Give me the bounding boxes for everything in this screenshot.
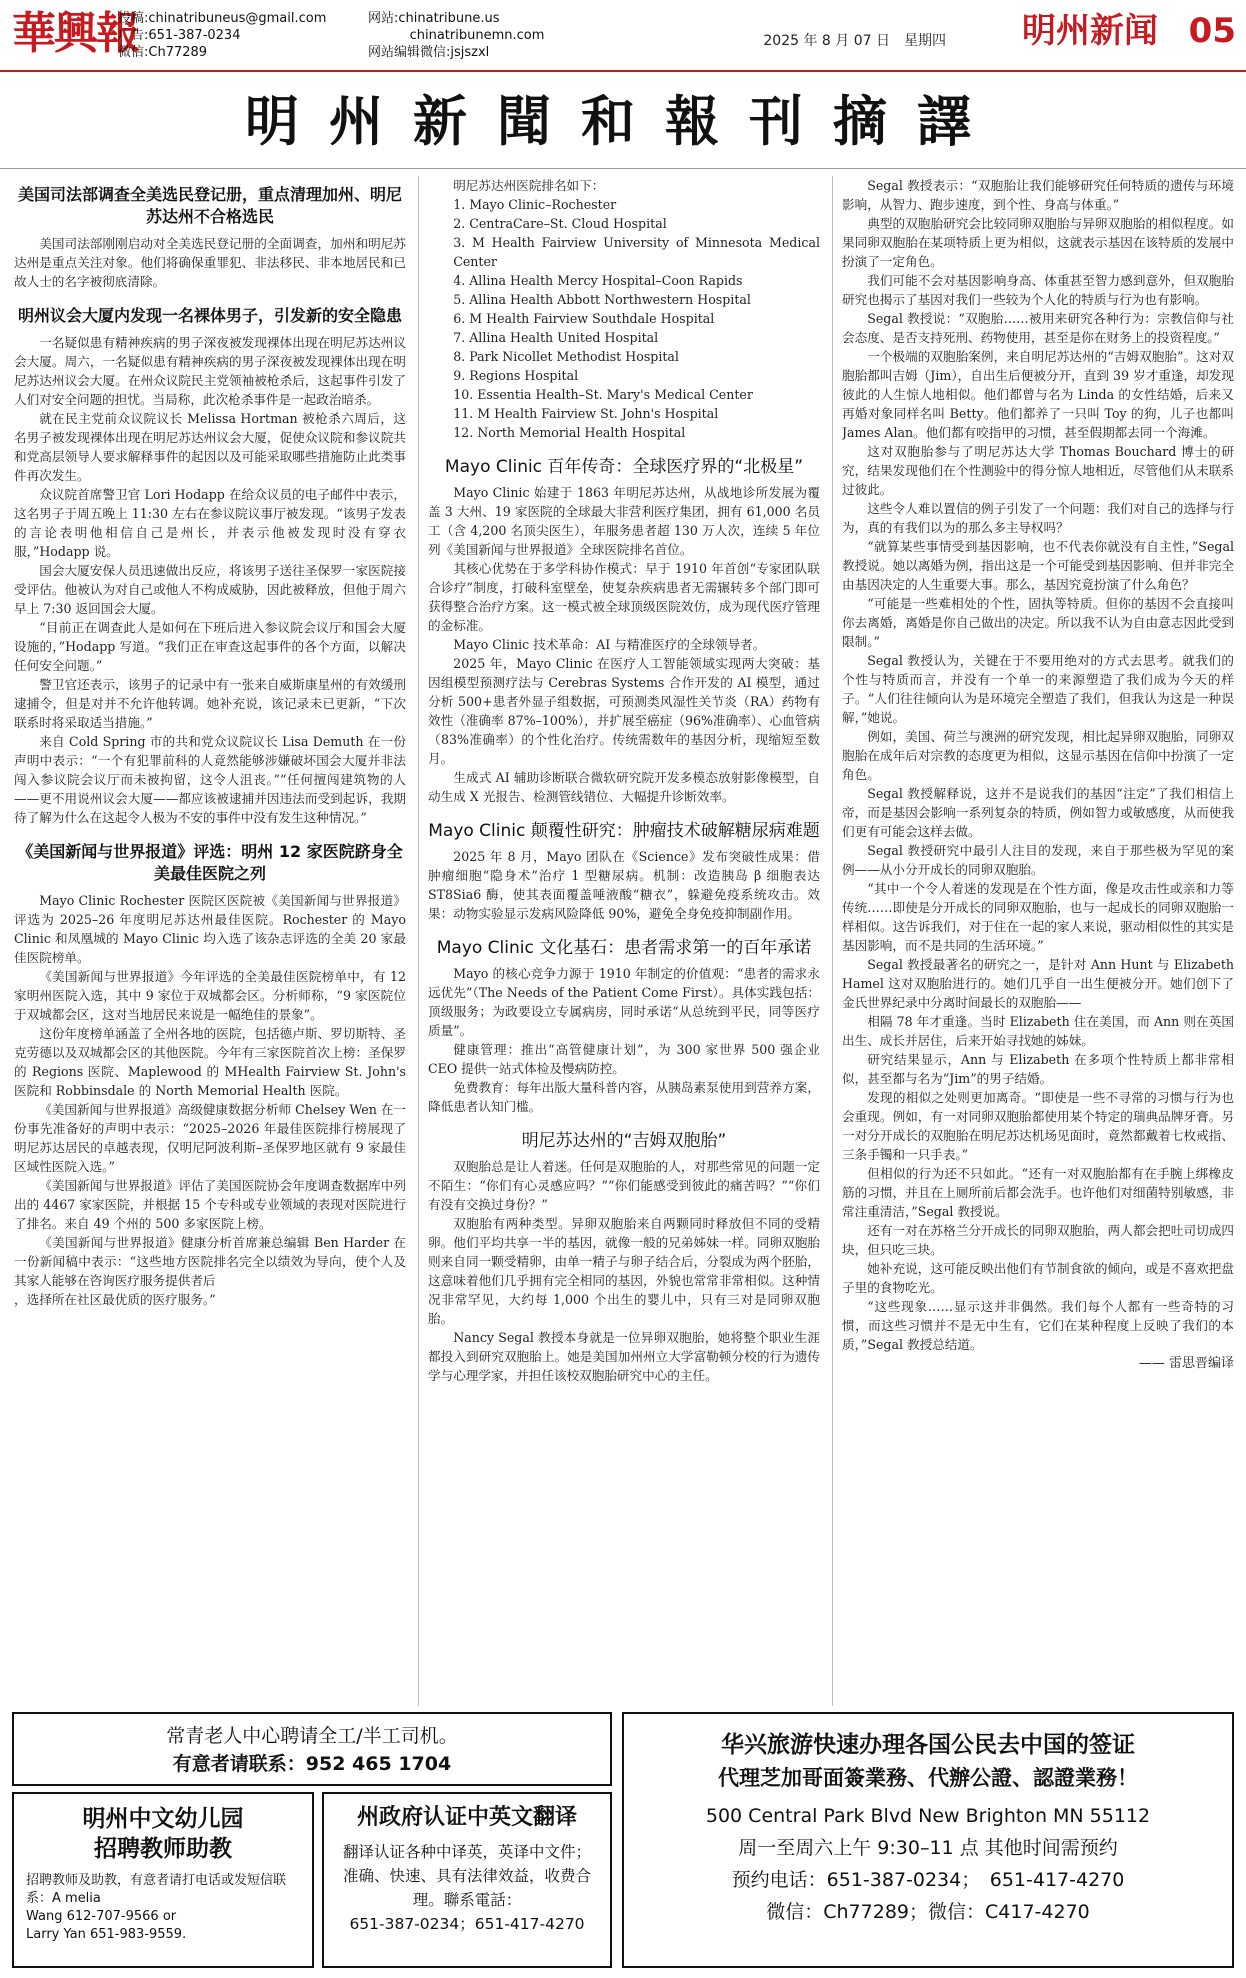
article-paragraph: 典型的双胞胎研究会比较同卵双胞胎与异卵双胞胎的相似程度。如果同卵双胞胎在某项特质上更为相似，这就表示基因在该特质的发展中扮演了一定角色。 [842,216,1234,269]
article-paragraph: 来自 Cold Spring 市的共和党众议院议长 Lisa Demuth 在一份声明中表示：“一个有犯罪前科的人竟然能够涉嫌破坏国会大厦并非法闯入参议院会议厅而未被拘留，这令人沮丧。”“任何擅闯建筑物的人——更不用说州议会大厦——都应该被逮捕并因违法而受到起诉，我期待了解为什么在这起令人极为不安的事件中没有发生这种情况。” [14,734,406,825]
article-paragraph: Segal 教授表示：“双胞胎让我们能够研究任何特质的遗传与环境影响，从智力、跑步速度，到个性、身高与体重。” [842,178,1234,212]
ad-kindergarten-title2: 招聘教师助教 [94,1836,232,1862]
article-paragraph: Mayo Clinic 技术革命：AI 与精准医疗的全球领导者。 [453,637,766,652]
website-secondary: chinatribunemn.com [409,28,545,43]
list-item: 6. M Health Fairview Southdale Hospital [453,311,715,326]
article-paragraph: 免费教育：每年出版大量科普内容，从胰岛素泵使用到营养方案，降低患者认知门槛。 [428,1080,820,1114]
article-paragraph: Mayo Clinic Rochester 医院区医院被《美国新闻与世界报道》评选为 2025–26 年度明尼苏达州最佳医院。Rochester 的 Mayo Clinic 和凤凰城的 Mayo Clinic 均入选了该杂志评选的全美 20 家最佳医院榜单。 [14,893,406,965]
list-item: 7. Allina Health United Hospital [453,330,659,345]
website-block [368,10,544,61]
article-headline: Mayo Clinic 百年传奇：全球医疗界的“北极星” [444,457,804,477]
article-paragraph: 生成式 AI 辅助诊断联合微软研究院开发多模态放射影像模型，自动生成 X 光报告、检测管线错位、大幅提升诊断效率。 [428,770,820,804]
ad-senior-line2: 有意者请联系：952 465 1704 [172,1753,452,1775]
column-1 [14,176,406,1706]
column-divider [832,176,833,1706]
article-paragraph: “就算某些事情受到基因影响，也不代表你就没有自主性，”Segal 教授说。她以离婚为例，指出这是一个可能受到基因影响、但并非完全由基因决定的人生重要大事。那么，基因究竟扮演了什么角色？ [842,539,1234,592]
column-3 [842,176,1234,1706]
ad-travel-phones: 预约电话：651-387-0234； 651-417-4270 [731,1869,1125,1891]
list-item: 12. North Memorial Health Hospital [453,425,686,440]
contact-wechat: 微信:Ch77289 [118,45,208,60]
article-paragraph: ，选择所在社区最优质的医疗服务。” [14,1292,216,1307]
article-headline: 《美国新闻与世界报道》评选：明州 12 家医院跻身全美最佳医院之列 [17,842,403,883]
contact-ad-phone: 广告:651-387-0234 [118,28,241,43]
article-paragraph: 其核心优势在于多学科协作模式：早于 1910 年首创“专家团队联合诊疗”制度，打破科室壁垒，使复杂疾病患者无需辗转多个部门即可获得整合治疗方案。这一模式被全球顶级医院效仿，成为现代医疗管理的金标准。 [428,561,820,633]
article-paragraph: Mayo 的核心竞争力源于 1910 年制定的价值观：“患者的需求永远优先”（The Needs of the Patient Come First）。具体实践包括：顶级服务；为政要设立专属病房，同时承诺“从总统到平民，同等医疗质量”。 [428,966,820,1038]
article-headline: 美国司法部调查全美选民登记册，重点清理加州、明尼苏达州不合格选民 [17,185,402,226]
ad-kindergarten-contact2: Larry Yan 651-983-9559. [26,1927,187,1942]
article-paragraph: Mayo Clinic 始建于 1863 年明尼苏达州，从战地诊所发展为覆盖 3 大州、19 家医院的全球最大非营利医疗集团，拥有 61,000 名员工（含 4,200 名顶尖医生），年服务患者超 130 万人次，连续 5 年位列《美国新闻与世界报道》全球医院排名首位。 [428,485,820,557]
ad-travel-address: 500 Central Park Blvd New Brighton MN 55112 [705,1805,1151,1827]
article-paragraph: 这份年度榜单涵盖了全州各地的医院，包括德卢斯、罗切斯特、圣克劳德以及双城都会区的其他医院。今年有三家医院首次上榜：圣保罗的 Regions 医院、Maplewood 的 MHealth Fairview St. John's 医院和 Robbinsdale 的 North Memorial Health 医院。 [14,1026,406,1098]
article-headline: Mayo Clinic 颠覆性研究：肿瘤技术破解糖尿病难题 [428,821,820,841]
list-item: 11. M Health Fairview St. John's Hospital [453,406,719,421]
article-paragraph: 健康管理：推出“高管健康计划”，为 300 家世界 500 强企业 CEO 提供一站式体检及慢病防控。 [428,1042,820,1076]
ad-kindergarten-body: 招聘教师及助教，有意者请打电话或发短信联系：A melia [26,1873,287,1906]
contact-block [118,10,326,61]
masthead [0,0,1246,72]
column-2 [428,176,820,1706]
article-paragraph: Segal 教授认为，关键在于不要用绝对的方式去思考。就我们的个性与特质而言，并没有一个单一的来源塑造了我们成为今天的样子。“人们往往倾向认为是环境完全塑造了我们，但我认为这是一种误解，”她说。 [842,653,1234,725]
article-paragraph: 《美国新闻与世界报道》高级健康数据分析师 Chelsey Wen 在一份事先准备好的声明中表示：“2025–2026 年最佳医院排行榜展现了明尼苏达居民的卓越表现，仅明尼阿波利斯–圣保罗地区就有 9 家最佳区域性医院入选。” [14,1102,406,1174]
ad-kindergarten-title1: 明州中文幼儿园 [82,1806,244,1832]
article-paragraph: 例如，美国、荷兰与澳洲的研究发现，相比起异卵双胞胎，同卵双胞胎在成年后对宗教的态度更为相似，这显示基因在信仰中扮演了一定角色。 [842,729,1234,782]
article-paragraph: 双胞胎有两种类型。异卵双胞胎来自两颗同时释放但不同的受精卵。他们平均共享一半的基因，就像一般的兄弟姊妹一样。同卵双胞胎则来自同一颗受精卵，由单一精子与卵子结合后，分裂成为两个胚胎，这意味着他们几乎拥有完全相同的基因，外貌也常常非常相似。这种情况非常罕见，大约每 1,000 个出生的婴儿中，只有三对是同卵双胞胎。 [428,1216,820,1326]
article-paragraph: 发现的相似之处则更加离奇。“即使是一些不寻常的习惯与行为也会重现。例如，有一对同卵双胞胎都使用某个特定的瑞典品牌牙膏。另一对分开成长的双胞胎在明尼苏达机场见面时，竟然都戴着七枚戒指、三条手镯和一只手表。” [842,1090,1234,1162]
ad-kindergarten [12,1792,314,1968]
article-paragraph: 警卫官还表示，该男子的记录中有一张来自威斯康星州的有效缓刑逮捕令，但是对并不允许他转调。她补充说，该记录未已更新，“下次联系时将采取适当措施。” [14,677,406,730]
article-paragraph: “这些现象……显示这并非偶然。我们每个人都有一些奇特的习惯，而这些习惯并不是无中生有，它们在某种程度上反映了我们的本质，”Segal 教授总结道。 [842,1299,1234,1352]
newspaper-logo: 華興報 [12,8,138,59]
article-paragraph: Segal 教授研究中最引人注目的发现，来自于那些极为罕见的案例——从小分开成长的同卵双胞胎。 [842,843,1234,877]
article-paragraph: 相隔 78 年才重逢。当时 Elizabeth 住在美国，而 Ann 则在英国出生、成长并居住，后来开始寻找她的姊妹。 [842,1014,1234,1048]
ad-travel-hours: 周一至周六上午 9:30–11 点 其他时间需预约 [738,1837,1118,1859]
column-divider [418,176,419,1706]
hospital-list [428,195,820,442]
section-name: 明州新闻 [1022,11,1158,51]
article-paragraph: 2025 年，Mayo Clinic 在医疗人工智能领域实现两大突破：基因组模型预测疗法与 Cerebras Systems 合作开发的 AI 模型，通过分析 500+患者外显子组数据，可预测类风湿性关节炎（RA）药物有效性（准确率 87%–100%），并扩展至癌症（96%准确率）、心血管病（83%准确率）的个性化治疗。传统需数年的基因分析，现缩短至数月。 [428,656,820,766]
ad-senior-center [12,1712,612,1786]
list-item: 10. Essentia Health–St. Mary's Medical Center [453,387,753,402]
list-item: 8. Park Nicollet Methodist Hospital [453,349,679,364]
masthead-rule [0,70,1246,72]
article-paragraph: 一个极端的双胞胎案例，来自明尼苏达州的“吉姆双胞胎”。这对双胞胎都叫吉姆（Jim），自出生后便被分开，直到 39 岁才重逢，却发现彼此的人生惊人地相似。他们都曾与名为 Linda 的女性结婚，后来又再婚对象同样名叫 Betty。他们都养了一只叫 Toy 的狗，儿子也都叫 James Alan。他们都有咬指甲的习惯，甚至假期都去同一个海滩。 [842,349,1234,440]
article-paragraph: 就在民主党前众议院议长 Melissa Hortman 被枪杀六周后，这名男子被发现裸体出现在明尼苏达州议会大厦，促使众议院和参议院共和党高层领导人要求解释事件的起因以及可能采取哪些措施防止此类事件再次发生。 [14,411,406,483]
article-paragraph: “目前正在调查此人是如何在下班后进入参议院会议厅和国会大厦设施的，”Hodapp 写道。“我们正在审查这起事件的各个方面，以解决任何安全问题。” [14,620,406,673]
article-paragraph: 美国司法部刚刚启动对全美选民登记册的全面调查，加州和明尼苏达州是重点关注对象。他们将确保重罪犯、非法移民、非本地居民和已故人士的名字被彻底清除。 [14,236,406,289]
ad-kindergarten-contact1: Wang 612-707-9566 or [26,1909,177,1924]
article-paragraph: 一名疑似患有精神疾病的男子深夜被发现裸体出现在明尼苏达州议会大厦。周六，一名疑似患有精神疾病的男子深夜被发现裸体出现在明尼苏达州议会大厦。在州众议院民主党领袖被枪杀后，这起事件引发了人们对安全问题的担忧。当局称，此次枪杀事件是一起政治暗杀。 [14,335,406,407]
website-wechat: 网站编辑微信:jsjszxl [368,45,490,60]
page-number: 05 [1188,11,1236,51]
page-title: 明州新聞和報刊摘譯 [245,90,1001,153]
article-paragraph: 这对双胞胎参与了明尼苏达大学 Thomas Bouchard 博士的研究，结果发现他们在个性测验中的得分惊人地相近，尽管他们从未联系过彼此。 [842,444,1234,497]
article-headline: Mayo Clinic 文化基石：患者需求第一的百年承诺 [436,938,812,958]
list-item: 4. Allina Health Mercy Hospital–Coon Rapids [453,273,743,288]
ad-senior-line1: 常青老人中心聘请全工/半工司机。 [166,1725,458,1747]
article-paragraph: 这些令人难以置信的例子引发了一个问题：我们对自己的选择与行为，真的有我们以为的那么多主导权吗？ [842,501,1234,535]
article-paragraph: 众议院首席警卫官 Lori Hodapp 在给众议员的电子邮件中表示，这名男子于周五晚上 11:30 左右在参议院议事厅被发现。“该男子发表的言论表明他相信自己是州长，并表示他被发现时没有穿衣服，”Hodapp 说。 [14,487,406,559]
ad-travel-title: 华兴旅游快速办理各国公民去中国的签证 [721,1732,1135,1758]
article-paragraph: 她补充说，这可能反映出他们有节制食欲的倾向，或是不喜欢把盘子里的食物吃光。 [842,1261,1234,1295]
article-paragraph: 双胞胎总是让人着迷。任何是双胞胎的人，对那些常见的问题一定不陌生：“你们有心灵感应吗？”“你们能感受到彼此的痛苦吗？”“你们有没有交换过身份？” [428,1159,820,1212]
title-rule [0,168,1246,169]
article-paragraph: Segal 教授说：“双胞胎……被用来研究各种行为：宗教信仰与社会态度、是否支持死刑、药物使用，甚至是你在财务上的投资程度。” [842,311,1234,345]
list-item: 5. Allina Health Abbott Northwestern Hospital [453,292,751,307]
article-paragraph: “其中一个令人着迷的发现是在个性方面，像是攻击性或亲和力等传统……即使是分开成长的同卵双胞胎，也与一起成长的同卵双胞胎一样相似。这告诉我们，对于住在一起的家人来说，驱动相似性的其实是基因影响，而不是共同的生活环境。” [842,881,1234,953]
article-paragraph: 我们可能不会对基因影响身高、体重甚至智力感到意外，但双胞胎研究也揭示了基因对我们一些较为个人化的特质与行为也有影响。 [842,273,1234,307]
ad-travel-wechat: 微信：Ch77289；微信：C417-4270 [766,1901,1090,1923]
article-paragraph: 《美国新闻与世界报道》今年评选的全美最佳医院榜单中，有 12 家明州医院入选，其中 9 家位于双城都会区。分析师称，“9 家医院位于双城都会区，这对当地居民来说是一幅绝佳的景象”。 [14,969,406,1022]
article-headline: 明州议会大厦内发现一名裸体男子，引发新的安全隐患 [17,306,402,325]
list-item: 9. Regions Hospital [453,368,579,383]
article-paragraph: 《美国新闻与世界报道》健康分析首席兼总编辑 Ben Harder 在一份新闻稿中表示：“这些地方医院排名完全以绩效为导向，使个人及其家人能够在咨询医疗服务提供者后 [14,1235,406,1288]
website-primary: 网站:chinatribune.us [368,11,500,26]
ad-translation-phone: 651-387-0234；651-417-4270 [349,1915,585,1933]
article-paragraph: 还有一对在苏格兰分开成长的同卵双胞胎，两人都会把吐司切成四块，但只吃三块。 [842,1223,1234,1257]
list-item: 1. Mayo Clinic–Rochester [453,197,617,212]
ad-translation-title: 州政府认证中英文翻译 [356,1805,577,1830]
list-intro: 明尼苏达州医院排名如下： [453,178,605,193]
issue-date: 2025 年 8 月 07 日 星期四 [763,33,946,49]
byline: —— 雷思晋编译 [1138,1356,1234,1371]
article-paragraph: 国会大厦安保人员迅速做出反应，将该男子送往圣保罗一家医院接受评估。他被认为对自己或他人不构成威胁，因此被释放，但他于周六早上 7:30 返回国会大厦。 [14,563,406,616]
article-paragraph: “可能是一些难相处的个性，固执等特质。但你的基因不会直接叫你去离婚，离婚是你自己做出的决定。所以我不认为自由意志因此受到限制。” [842,596,1234,649]
list-item: 3. M Health Fairview University of Minnesota Medical Center [453,235,820,269]
article-paragraph: 《美国新闻与世界报道》评估了美国医院协会年度调查数据库中列出的 4467 家家医院，并根据 15 个专科或专业领域的表现对医院进行了排名。来自 49 个州的 500 多家医院上榜。 [14,1178,406,1231]
article-paragraph: 研究结果显示，Ann 与 Elizabeth 在多项个性特质上都非常相似，甚至都与名为“Jim”的男子结婚。 [842,1052,1234,1086]
article-paragraph: Segal 教授解释说，这并不是说我们的基因“注定”了我们相信上帝，而是基因会影响一系列复杂的特质，例如智力或敏感度，从而使我们更有可能会这样去做。 [842,786,1234,839]
article-paragraph: Nancy Segal 教授本身就是一位异卵双胞胎，她将整个职业生涯都投入到研究双胞胎上。她是美国加州州立大学富勒顿分校的行为遗传学与心理学家，并担任该校双胞胎研究中心的主任。 [428,1330,820,1383]
ad-translation [322,1792,612,1968]
ad-translation-body: 翻译认证各种中译英，英译中文件；准确、快速、具有法律效益，收费合理。聯系電話： [342,1843,591,1909]
contact-email: 投稿:chinatribuneus@gmail.com [118,11,327,26]
article-headline: 明尼苏达州的“吉姆双胞胎” [521,1131,727,1151]
article-paragraph: 但相似的行为还不只如此。“还有一对双胞胎都有在手腕上绑橡皮筋的习惯，并且在上厕所前后都会洗手。也许他们对细菌特别敏感，非常注重清洁，”Segal 教授说。 [842,1166,1234,1219]
list-item: 2. CentraCare–St. Cloud Hospital [453,216,667,231]
article-paragraph: Segal 教授最著名的研究之一，是针对 Ann Hunt 与 Elizabeth Hamel 这对双胞胎进行的。她们几乎自一出生便被分开。她们创下了金氏世界纪录中分离时间最长的双胞胎—— [842,957,1234,1010]
ad-travel-subtitle: 代理芝加哥面簽業務、代辦公證、認證業務！ [718,1766,1138,1790]
ad-travel-visa [622,1712,1234,1968]
article-paragraph: 2025 年 8 月，Mayo 团队在《Science》发布突破性成果：借肿瘤细胞“隐身术”治疗 1 型糖尿病。机制：改造胰岛 β 细胞表达 ST8Sia6 酶，使其表面覆盖唾液酸“糖衣”，躲避免疫系统攻击。效果：动物实验显示发病风险降低 90%，避免全身免疫抑制副作用。 [428,849,820,921]
